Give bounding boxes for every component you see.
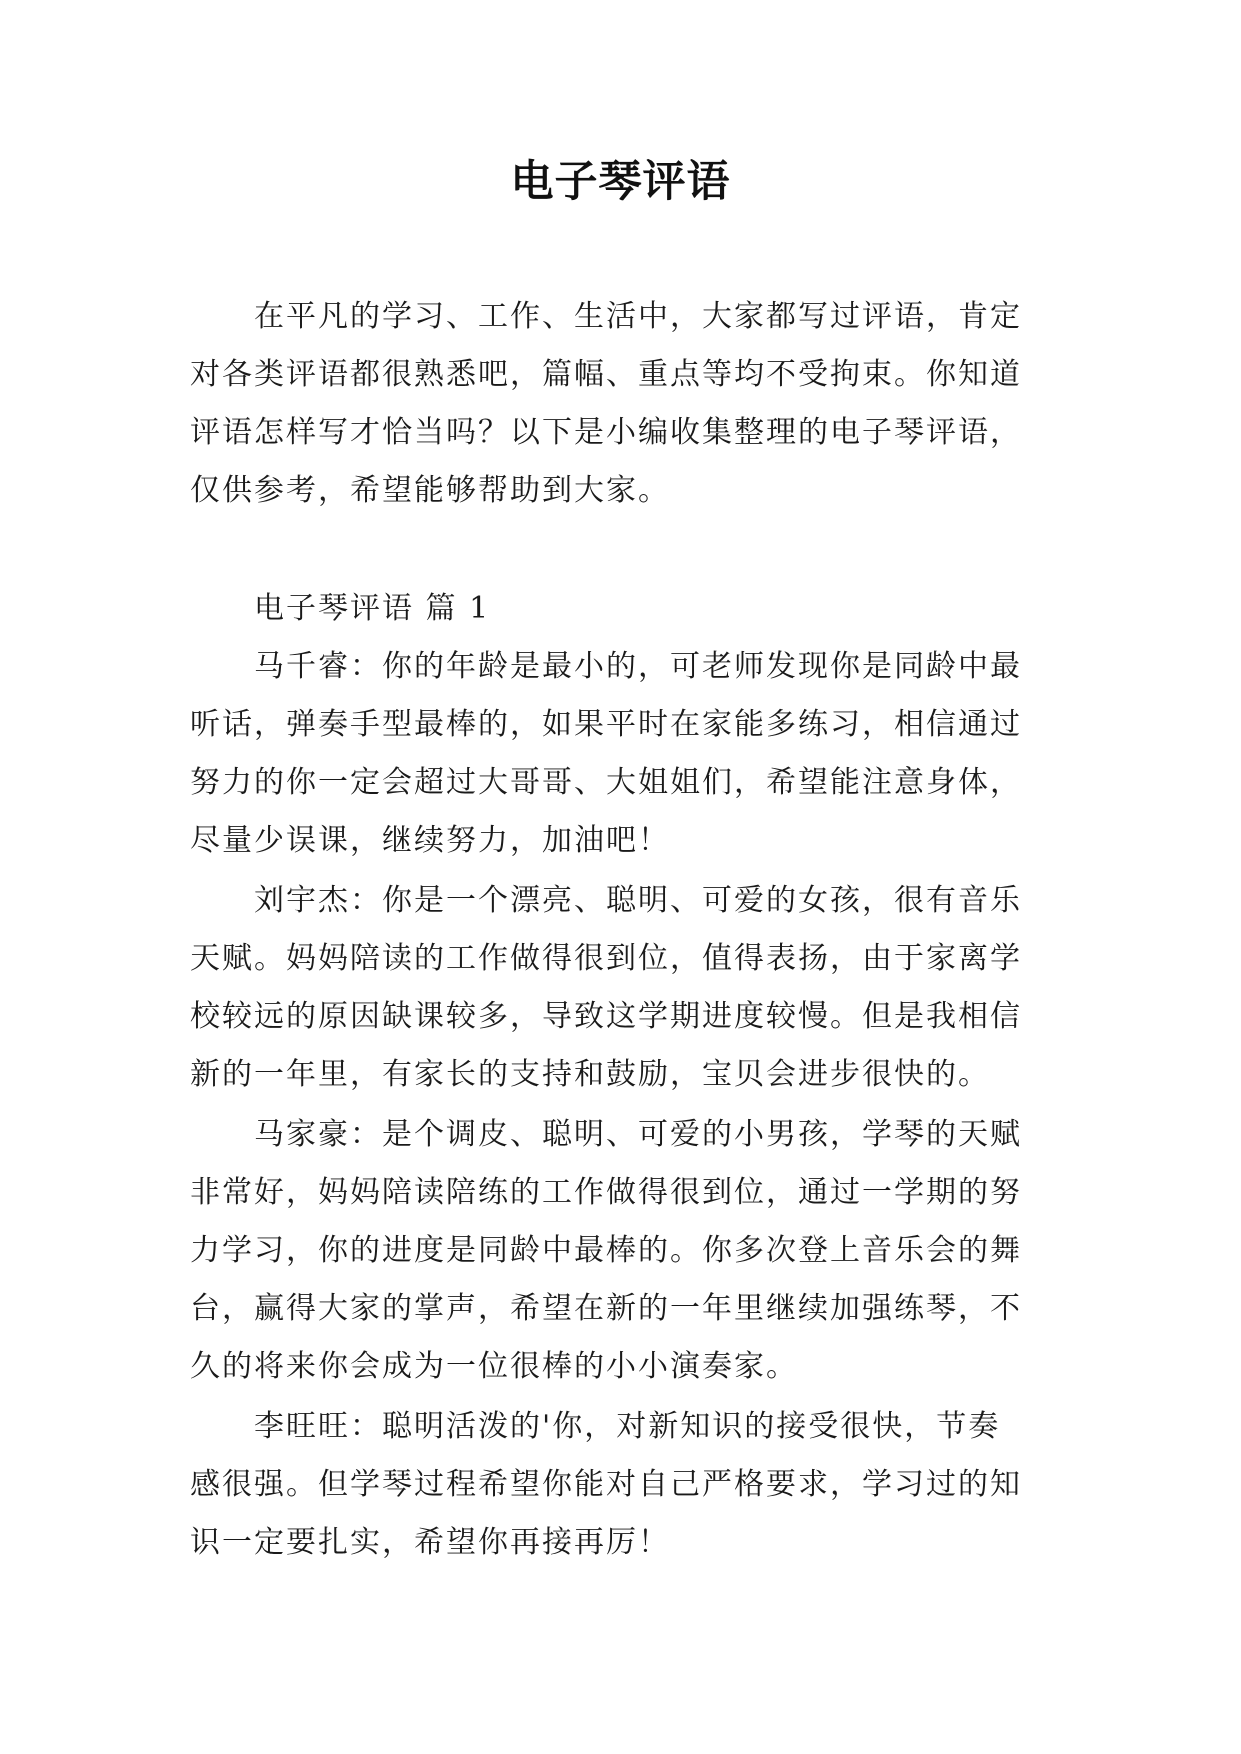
document-title: 电子琴评语 [510,157,731,207]
comment-paragraph-4: 李旺旺：聪明活泼的'你，对新知识的接受很快，节奏 感很强。但学琴过程希望你能对自己严格要求，学习过的知 识一定要扎实，希望你再接再厉！ [190,1409,1022,1560]
section-heading: 电子琴评语 篇 1 [190,591,491,626]
intro-paragraph: 在平凡的学习、工作、生活中，大家都写过评语，肯定 对各类评语都很熟悉吧，篇幅、重点等均不受拘束。你知道 评语怎样写才恰当吗？以下是小编收集整理的电子琴评语， 仅供参考，希望能够帮助到大家。 [190,299,1022,508]
comment-paragraph-2: 刘宇杰：你是一个漂亮、聪明、可爱的女孩，很有音乐 天赋。妈妈陪读的工作做得很到位，值得表扬，由于家离学 校较远的原因缺课较多，导致这学期进度较慢。但是我相信 新的一年里，有家长的支持和鼓励，宝贝会进步很快的。 [190,883,1022,1092]
comment-paragraph-1: 马千睿：你的年龄是最小的，可老师发现你是同龄中最 听话，弹奏手型最棒的，如果平时在家能多练习，相信通过 努力的你一定会超过大哥哥、大姐姐们，希望能注意身体， 尽量少误课，继续努力，加油吧！ [190,649,1022,858]
comment-paragraph-3: 马家豪：是个调皮、聪明、可爱的小男孩，学琴的天赋 非常好，妈妈陪读陪练的工作做得很到位，通过一学期的努 力学习，你的进度是同龄中最棒的。你多次登上音乐会的舞 台，赢得大家的掌声，希望在新的一年里继续加强练琴，不 久的将来你会成为一位很棒的小小演奏家。 [190,1117,1022,1384]
